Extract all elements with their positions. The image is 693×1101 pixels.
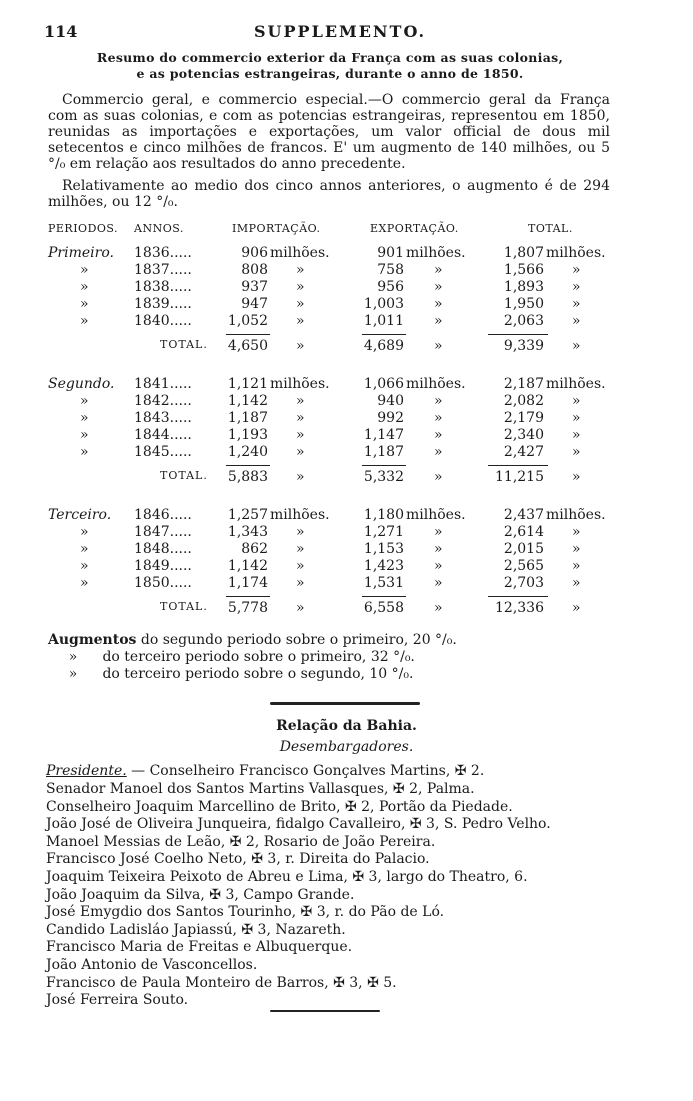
total-cell: 2,437 xyxy=(503,507,544,523)
total-cell: 2,340 xyxy=(503,427,544,443)
exports-cell: 940 xyxy=(377,393,404,409)
grand-total: 11,215 xyxy=(495,469,544,485)
ditto-mark: » xyxy=(572,262,581,278)
imports-cell: 1,174 xyxy=(227,575,268,591)
total-label: TOTAL. xyxy=(160,600,208,613)
ditto-mark: » xyxy=(434,469,443,485)
ditto-mark: » xyxy=(296,410,305,426)
total-cell: 2,565 xyxy=(503,558,544,574)
augmentos-label: Augmentos xyxy=(48,632,137,648)
ditto-mark: » xyxy=(296,524,305,540)
imports-cell: 1,121 xyxy=(227,376,268,392)
exports-cell: 1,147 xyxy=(363,427,404,443)
ditto-mark: » xyxy=(434,279,443,295)
year-cell: 1845..... xyxy=(134,444,192,460)
unit-label: milhões. xyxy=(270,245,330,261)
year-cell: 1846..... xyxy=(134,507,192,523)
ditto-mark: » xyxy=(434,444,443,460)
list-item: Conselheiro Joaquim Marcellino de Brito, ✠ 2, Portão da Piedade. xyxy=(46,798,513,815)
augmentos-text-1: do segundo periodo sobre o primeiro, 20 °/₀. xyxy=(140,632,457,648)
list-item: Francisco Maria de Freitas e Albuquerque. xyxy=(46,939,353,956)
table-row xyxy=(0,393,693,410)
year-cell: 1842..... xyxy=(134,393,192,409)
bahia-title: Relação da Bahia. xyxy=(276,718,417,734)
total-cell: 1,807 xyxy=(503,245,544,261)
augmentos-text-2: do terceiro periodo sobre o primeiro, 32 °/₀. xyxy=(102,649,415,665)
article-title-line-1: Resumo do commercio exterior da França com as suas colonias, xyxy=(96,50,564,65)
ditto-mark: » xyxy=(572,600,581,616)
period-name: Terceiro. xyxy=(48,507,112,523)
header-imports: IMPORTAÇÃO. xyxy=(232,222,321,235)
table-row xyxy=(0,558,693,575)
unit-label: milhões. xyxy=(406,245,466,261)
intro-paragraph: Commercio geral, e commercio especial.—O commercio geral da França com as suas colonias, e com as potencias estrangeiras, representou em 1850, reunidas as importações e exportações, um valor official de dous mil setecentos e cinco milhões de francos. E' um augmento de 140 milhões, ou 5 °/₀ em relação aos resultados do anno precedente. xyxy=(48,92,610,172)
period-name: Primeiro. xyxy=(48,245,114,261)
ditto-mark: » xyxy=(572,524,581,540)
ditto-mark: » xyxy=(572,296,581,312)
ditto-mark: » xyxy=(80,575,89,591)
year-cell: 1843..... xyxy=(134,410,192,426)
period-name: Segundo. xyxy=(48,376,115,392)
imports-total: 5,883 xyxy=(227,469,268,485)
year-cell: 1840..... xyxy=(134,313,192,329)
total-cell: 1,566 xyxy=(503,262,544,278)
sum-rule xyxy=(362,334,406,335)
exports-cell: 1,003 xyxy=(363,296,404,312)
total-label: TOTAL. xyxy=(160,469,208,482)
augmentos-line-3 xyxy=(48,666,413,682)
ditto-mark: » xyxy=(296,338,305,354)
table-row xyxy=(0,427,693,444)
ditto-mark: » xyxy=(296,575,305,591)
total-cell: 2,179 xyxy=(503,410,544,426)
sum-rule xyxy=(362,596,406,597)
imports-cell: 947 xyxy=(241,296,268,312)
table-row xyxy=(0,524,693,541)
augmentos-line-2 xyxy=(48,649,415,665)
imports-cell: 1,343 xyxy=(227,524,268,540)
table-row xyxy=(0,575,693,592)
unit-label: milhões. xyxy=(546,376,606,392)
ditto-mark: » xyxy=(572,541,581,557)
year-cell: 1839..... xyxy=(134,296,192,312)
ditto-mark: » xyxy=(572,469,581,485)
end-divider xyxy=(270,1010,380,1012)
list-item: José Ferreira Souto. xyxy=(46,992,189,1009)
total-cell: 1,950 xyxy=(503,296,544,312)
ditto-mark: » xyxy=(434,524,443,540)
year-cell: 1849..... xyxy=(134,558,192,574)
table-row xyxy=(0,296,693,313)
bahia-subtitle: Desembargadores. xyxy=(279,739,414,755)
augmentos-text-3: do terceiro periodo sobre o segundo, 10 °/₀. xyxy=(102,666,414,682)
ditto-mark: » xyxy=(296,262,305,278)
imports-total: 5,778 xyxy=(227,600,268,616)
list-item: Francisco José Coelho Neto, ✠ 3, r. Direita do Palacio. xyxy=(46,851,430,868)
ditto-mark: » xyxy=(434,600,443,616)
ditto-mark: » xyxy=(296,427,305,443)
ditto-mark: » xyxy=(434,393,443,409)
total-cell: 2,082 xyxy=(503,393,544,409)
table-row xyxy=(0,444,693,461)
ditto-mark: » xyxy=(80,313,89,329)
total-cell: 1,893 xyxy=(503,279,544,295)
year-cell: 1836..... xyxy=(134,245,192,261)
ditto-mark: » xyxy=(80,410,89,426)
total-row xyxy=(0,469,693,486)
ditto-mark: » xyxy=(434,558,443,574)
header-total: TOTAL. xyxy=(528,222,573,235)
unit-label: milhões. xyxy=(270,376,330,392)
imports-cell: 808 xyxy=(241,262,268,278)
total-cell: 2,015 xyxy=(503,541,544,557)
table-header xyxy=(0,222,693,239)
exports-cell: 1,066 xyxy=(363,376,404,392)
imports-cell: 1,142 xyxy=(227,558,268,574)
ditto-mark: » xyxy=(434,262,443,278)
sum-rule xyxy=(488,596,548,597)
list-item: Joaquim Teixeira Peixoto de Abreu e Lima, ✠ 3, largo do Theatro, 6. xyxy=(46,869,528,885)
imports-cell: 937 xyxy=(241,279,268,295)
ditto-mark: » xyxy=(296,313,305,329)
ditto-mark: » xyxy=(80,393,89,409)
unit-label: milhões. xyxy=(546,245,606,261)
exports-cell: 1,153 xyxy=(363,541,404,557)
ditto-mark: » xyxy=(80,296,89,312)
section-divider xyxy=(270,702,420,705)
page-number: 114 xyxy=(44,22,78,41)
list-item: Candido Ladisláo Japiassú, ✠ 3, Nazareth. xyxy=(46,921,346,938)
exports-cell: 1,180 xyxy=(363,507,404,523)
header-years: ANNOS. xyxy=(134,222,184,235)
ditto-mark: » xyxy=(296,541,305,557)
exports-total: 6,558 xyxy=(363,600,404,616)
article-title-line-2: e as potencias estrangeiras, durante o anno de 1850. xyxy=(136,66,524,81)
exports-total: 4,689 xyxy=(363,338,404,354)
ditto-mark: » xyxy=(80,262,89,278)
imports-total: 4,650 xyxy=(227,338,268,354)
ditto-mark: » xyxy=(572,410,581,426)
list-item: Senador Manoel dos Santos Martins Vallasques, ✠ 2, Palma. xyxy=(46,781,475,797)
table-row xyxy=(0,376,693,393)
year-cell: 1844..... xyxy=(134,427,192,443)
year-cell: 1837..... xyxy=(134,262,192,278)
table-row xyxy=(0,245,693,262)
year-cell: 1847..... xyxy=(134,524,192,540)
year-cell: 1848..... xyxy=(134,541,192,557)
ditto-mark: » xyxy=(572,313,581,329)
year-cell: 1841..... xyxy=(134,376,192,392)
total-cell: 2,614 xyxy=(503,524,544,540)
header-periods: PERIODOS. xyxy=(48,222,119,235)
running-title: SUPPLEMENTO. xyxy=(254,22,427,41)
ditto-mark: » xyxy=(434,410,443,426)
ditto-mark: » xyxy=(572,427,581,443)
table-row xyxy=(0,279,693,296)
exports-cell: 1,187 xyxy=(363,444,404,460)
ditto-mark: » xyxy=(572,558,581,574)
imports-cell: 1,240 xyxy=(227,444,268,460)
list-item: João José de Oliveira Junqueira, fidalgo Cavalleiro, ✠ 3, S. Pedro Velho. xyxy=(46,816,551,833)
unit-label: milhões. xyxy=(546,507,606,523)
table-row xyxy=(0,410,693,427)
ditto-mark: » xyxy=(296,469,305,485)
list-item: Francisco de Paula Monteiro de Barros, ✠ 3, ✠ 5. xyxy=(46,974,397,991)
header-exports: EXPORTAÇÃO. xyxy=(370,222,459,235)
ditto-mark: » xyxy=(572,279,581,295)
ditto-mark: » xyxy=(434,313,443,329)
ditto-mark: » xyxy=(296,444,305,460)
total-row xyxy=(0,338,693,355)
exports-cell: 1,271 xyxy=(363,524,404,540)
relative-paragraph: Relativamente ao medio dos cinco annos anteriores, o augmento é de 294 milhões, ou 12 °/₀. xyxy=(48,178,610,210)
ditto-mark: » xyxy=(68,666,78,682)
imports-cell: 862 xyxy=(241,541,268,557)
imports-cell: 1,257 xyxy=(227,507,268,523)
ditto-mark: » xyxy=(434,338,443,354)
page-header xyxy=(44,22,664,42)
sum-rule xyxy=(226,596,270,597)
ditto-mark: » xyxy=(296,393,305,409)
list-item: João Antonio de Vasconcellos. xyxy=(46,957,258,973)
sum-rule xyxy=(488,465,548,466)
president-text: — Conselheiro Francisco Gonçalves Martins, ✠ 2. xyxy=(126,763,485,779)
total-label: TOTAL. xyxy=(160,338,208,351)
sum-rule xyxy=(226,334,270,335)
unit-label: milhões. xyxy=(406,376,466,392)
imports-cell: 1,187 xyxy=(227,410,268,426)
ditto-mark: » xyxy=(80,427,89,443)
bahia-president xyxy=(46,763,646,779)
list-item: José Emygdio dos Santos Tourinho, ✠ 3, r. do Pão de Ló. xyxy=(46,904,445,921)
sum-rule xyxy=(488,334,548,335)
ditto-mark: » xyxy=(434,575,443,591)
president-label: Presidente. xyxy=(46,763,127,779)
unit-label: milhões. xyxy=(406,507,466,523)
table-row xyxy=(0,541,693,558)
total-cell: 2,703 xyxy=(503,575,544,591)
sum-rule xyxy=(362,465,406,466)
grand-total: 12,336 xyxy=(495,600,544,616)
exports-cell: 956 xyxy=(377,279,404,295)
ditto-mark: » xyxy=(434,541,443,557)
unit-label: milhões. xyxy=(270,507,330,523)
ditto-mark: » xyxy=(572,444,581,460)
sum-rule xyxy=(226,465,270,466)
ditto-mark: » xyxy=(296,600,305,616)
exports-cell: 901 xyxy=(377,245,404,261)
table-row xyxy=(0,262,693,279)
exports-total: 5,332 xyxy=(363,469,404,485)
year-cell: 1850..... xyxy=(134,575,192,591)
total-cell: 2,427 xyxy=(503,444,544,460)
ditto-mark: » xyxy=(80,279,89,295)
ditto-mark: » xyxy=(80,524,89,540)
total-row xyxy=(0,600,693,617)
ditto-mark: » xyxy=(296,296,305,312)
ditto-mark: » xyxy=(296,558,305,574)
exports-cell: 1,423 xyxy=(363,558,404,574)
imports-cell: 1,193 xyxy=(227,427,268,443)
table-row xyxy=(0,313,693,330)
ditto-mark: » xyxy=(572,338,581,354)
list-item: Manoel Messias de Leão, ✠ 2, Rosario de João Pereira. xyxy=(46,833,436,850)
ditto-mark: » xyxy=(80,541,89,557)
augmentos-line-1 xyxy=(48,632,457,648)
exports-cell: 1,531 xyxy=(363,575,404,591)
imports-cell: 1,142 xyxy=(227,393,268,409)
ditto-mark: » xyxy=(80,558,89,574)
imports-cell: 1,052 xyxy=(227,313,268,329)
exports-cell: 1,011 xyxy=(363,313,404,329)
exports-cell: 758 xyxy=(377,262,404,278)
year-cell: 1838..... xyxy=(134,279,192,295)
ditto-mark: » xyxy=(572,393,581,409)
ditto-mark: » xyxy=(68,649,78,665)
grand-total: 9,339 xyxy=(503,338,544,354)
ditto-mark: » xyxy=(434,427,443,443)
total-cell: 2,187 xyxy=(503,376,544,392)
ditto-mark: » xyxy=(572,575,581,591)
ditto-mark: » xyxy=(434,296,443,312)
ditto-mark: » xyxy=(80,444,89,460)
table-row xyxy=(0,507,693,524)
ditto-mark: » xyxy=(296,279,305,295)
total-cell: 2,063 xyxy=(503,313,544,329)
list-item: João Joaquim da Silva, ✠ 3, Campo Grande. xyxy=(46,886,355,903)
imports-cell: 906 xyxy=(241,245,268,261)
exports-cell: 992 xyxy=(377,410,404,426)
